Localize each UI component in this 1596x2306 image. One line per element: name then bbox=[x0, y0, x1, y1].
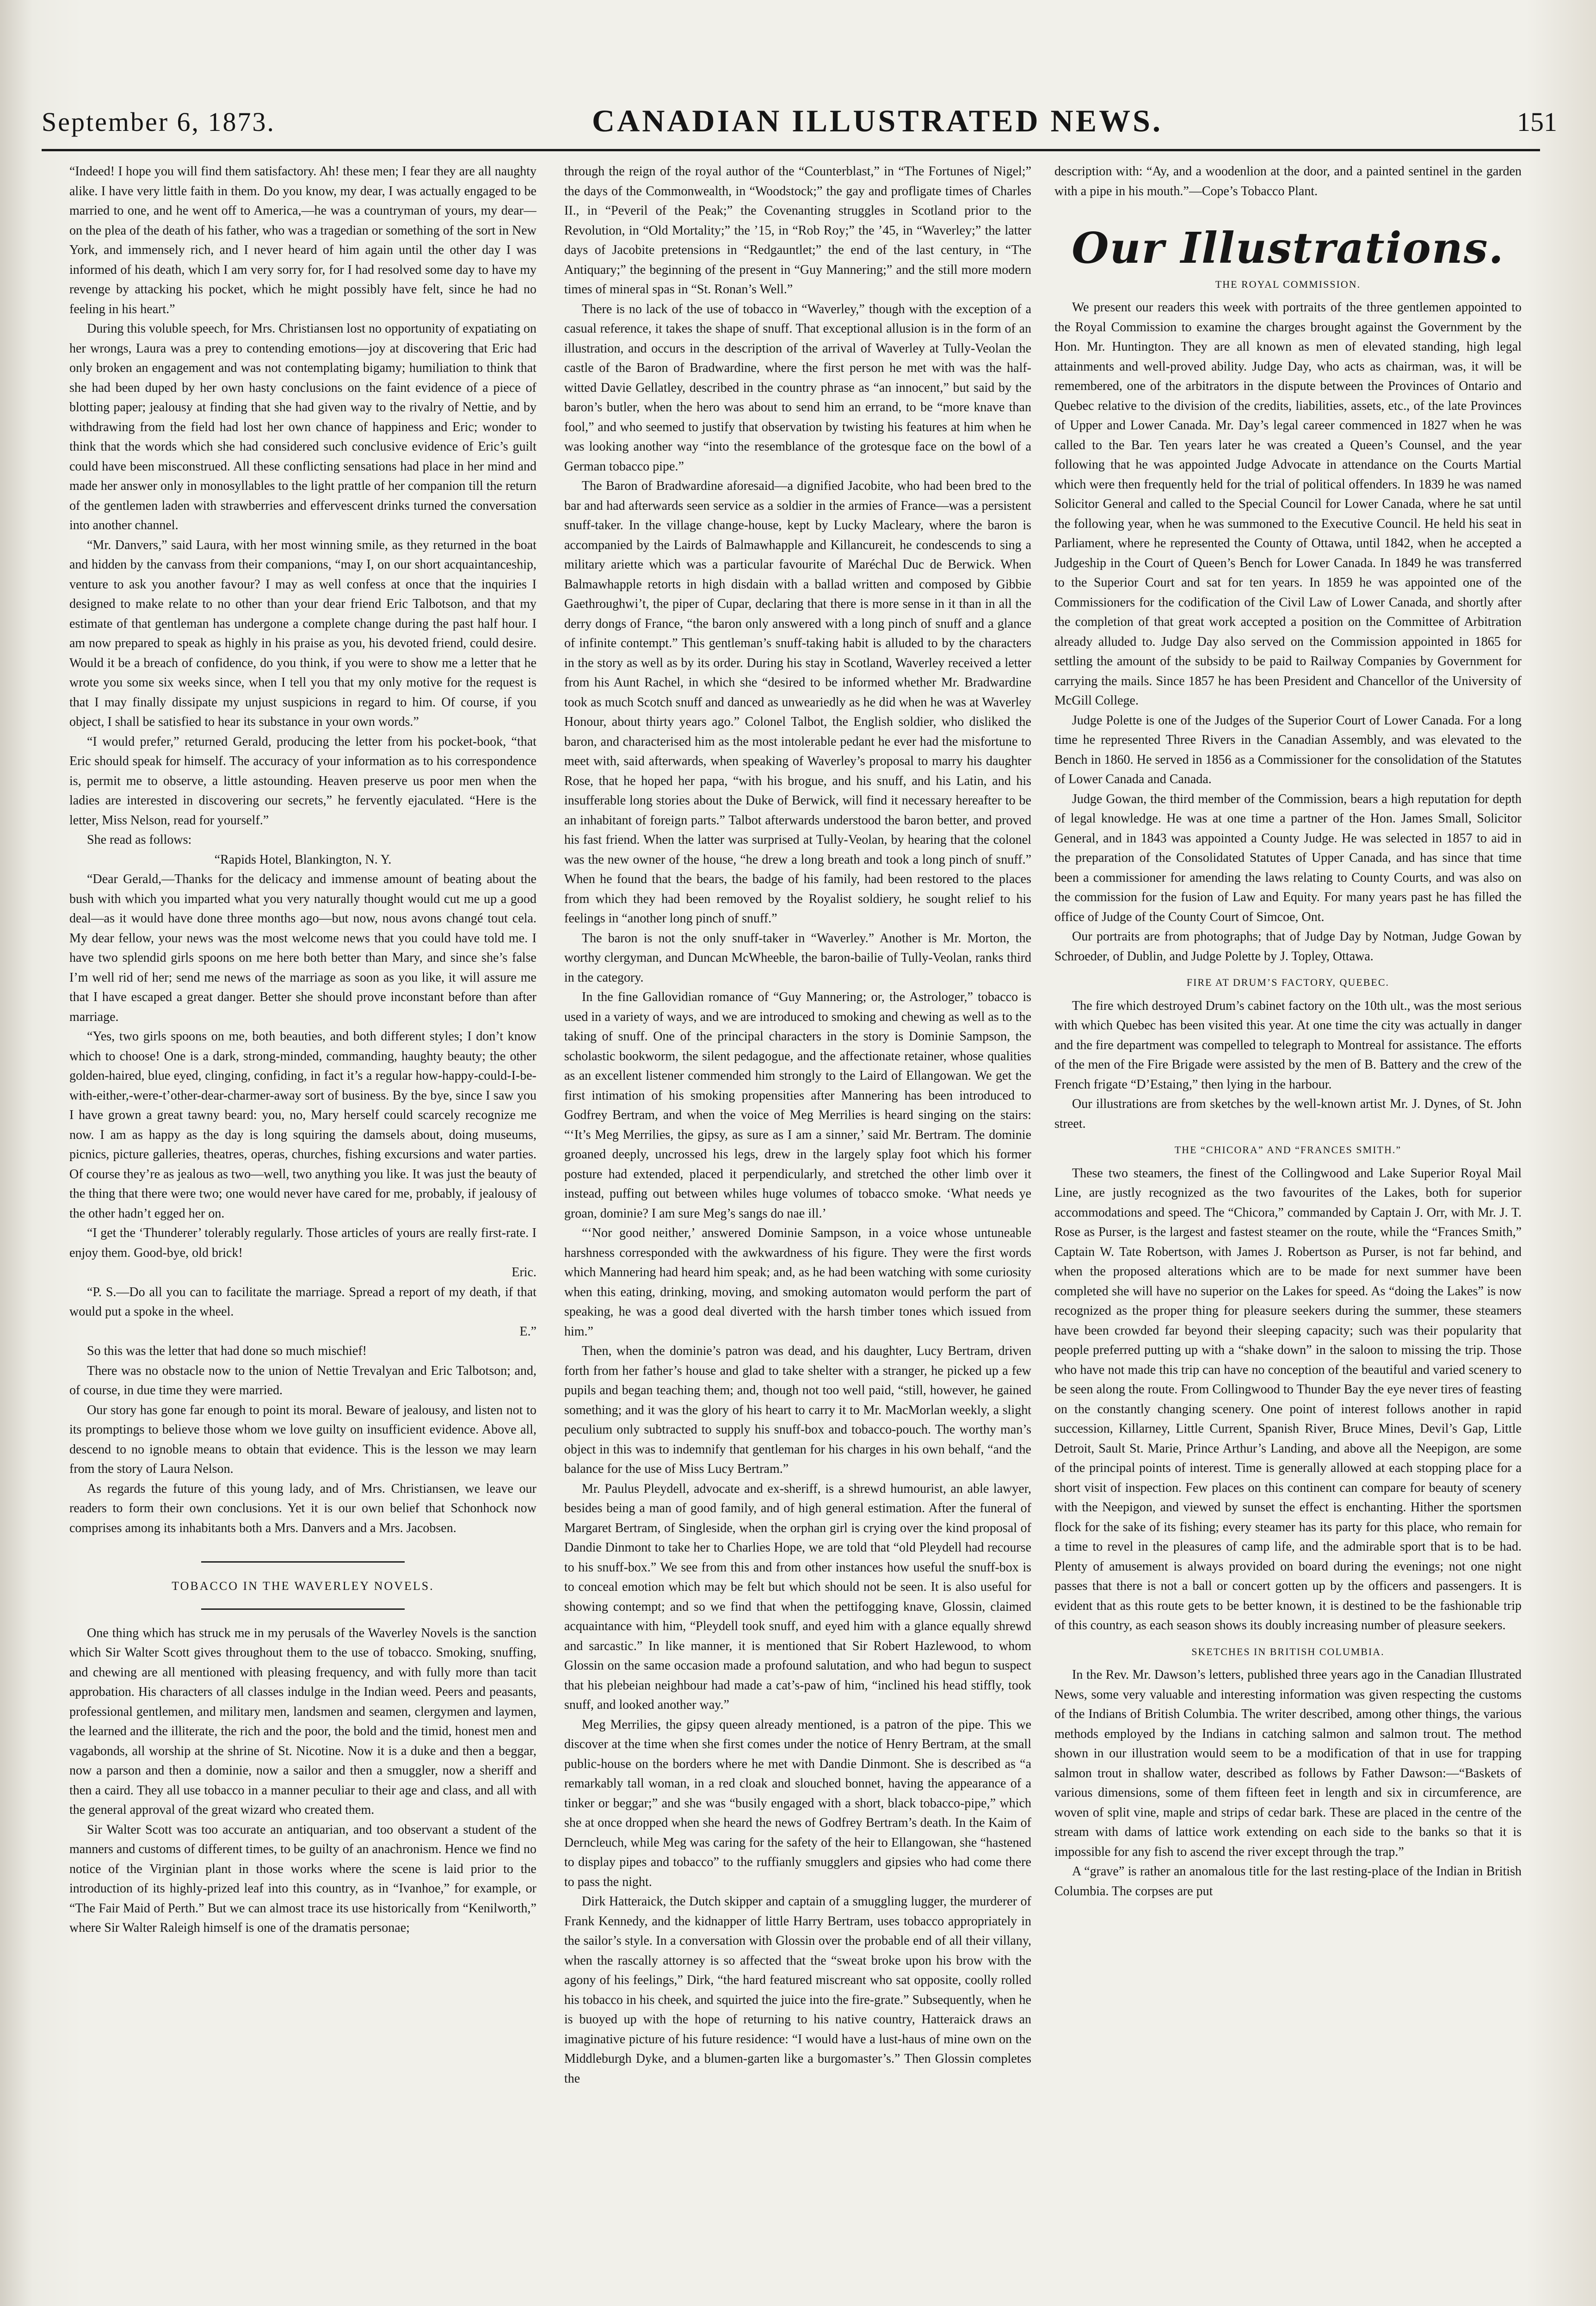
fire-paragraph: Our illustrations are from sketches by the well-known artist Mr. J. Dynes, of St. John street. bbox=[1054, 1097, 1522, 1131]
letter-paragraph: “Dear Gerald,—Thanks for the delicacy and immense amount of beating about the bush with which you imparted what you very naturally thought would cut me up a good deal—as it would have done three months ago—but now, nous avons changé tout cela. My dear fellow, your news was the most welcome news that you could have told me. I have two splendid girls spoons on me here both better than Mary, and since she’s false I’m well rid of her; send me news of the marriage as soon as you like, it will assure me that I have escaped a great danger. Better she should prove inconstant before than after marriage. bbox=[69, 872, 536, 1024]
tobacco-paragraph: The Baron of Bradwardine aforesaid—a dignified Jacobite, who had been bred to the bar and had afterwards seen service as a soldier in the armies of France—was a persistent snuff-taker. In the village change-house, kept by Lucky Macleary, where the baron is accompanied by the Lairds of Balmawhapple and Killancureit, he condescends to sing a military ariette which was a particular favourite of Maréchal Duc de Berwick. When Balmawhapple retorts in high disdain with a ballad written and composed by Gibbie Gaethroughwi’t, the piper of Cupar, declaring that there is more sense in it than in all the derry dongs of France, “the baron only answered with a long pinch of snuff and a glance of infinite contempt.” This gentleman’s snuff-taking habit is alluded to by the characters in the story as well as by its order. During his stay in Scotland, Waverley received a letter from his Aunt Rachel, in which she “desired to be informed whether Mr. Bradwardine took as much Scotch snuff and danced as unweariedly as he did when he was at Waverley Honour, about thirty years ago.” Colonel Talbot, the English soldier, who disliked the baron, and characterised him as the most intolerable pedant he ever had the misfortune to meet with, said afterwards, when speaking of Waverley’s proposal to marry his daughter Rose, that he hoped her papa, “with his brogue, and his snuff, and his Latin, and his insufferable long stories about the Duke of Berwick, will find it necessary hereafter to be an inhabitant of foreign parts.” Talbot afterwards understood the baron better, and proved his fast friend. When the latter was surprised at Tully-Veolan, by hearing that the colonel was the new owner of the house, “he drew a long breath and took a long pinch of snuff.” When he found that the bears, the badge of his family, had been restored to the places from which they had been removed by the Royalist soldiery, he sought relief to his feelings in “another long pinch of snuff.” bbox=[564, 479, 1031, 926]
tobacco-paragraph: The baron is not the only snuff-taker in “Waverley.” Another is Mr. Morton, the worthy clergyman, and Duncan McWheeble, the baron-bailie of Tully-Veolan, ranks third in the category. bbox=[564, 931, 1031, 985]
fire-paragraph: The fire which destroyed Drum’s cabinet factory on the 10th ult., was the most serious with which Quebec has been visited this year. At one time the city was actually in danger and the fire department was compelled to telegraph to Montreal for assistance. The efforts of the men of the Fire Brigade were assisted by the men of B. Battery and the crew of the French frigate “D’Estaing,” then lying in the harbour. bbox=[1054, 998, 1522, 1092]
tobacco-paragraph: Then, when the dominie’s patron was dead, and his daughter, Lucy Bertram, driven forth from her father’s house and glad to take shelter with a stranger, he picked up a few pupils and began teaching them; and, though not too well paid, “still, however, he gained something; and it was the glory of his heart to carry it to Mr. MacMorlan weekly, a slight peculium only subtracted to supply his snuff-box and tobacco-pouch. The worthy man’s object in this was to indemnify that gentleman for his charges in his own behalf, “and the balance for the use of Miss Lucy Bertram.” bbox=[564, 1344, 1031, 1476]
tobacco-paragraph: Meg Merrilies, the gipsy queen already mentioned, is a patron of the pipe. This we discover at the time when she first comes under the notice of Henry Bertram, at the small public-house on the borders where he met with Dandie Dinmont. She is described as “a remarkably tall woman, in a red cloak and slouched bonnet, having the appearance of a tinker or beggar;” and she was “busily engaged with a short, black tobacco-pipe,” which she at once dropped when she heard the news of Godfrey Bertram’s death. In the Kaim of Derncleuch, while Meg was caring for the safety of the heir to Ellangowan, she “hastened to display pipes and tobacco” to the ruffianly smugglers and gipsies who had come there to pass the night. bbox=[564, 1717, 1031, 1889]
publication-title: CANADIAN ILLUSTRATED NEWS. bbox=[592, 103, 1163, 138]
royal-commission-paragraph: We present our readers this week with portraits of the three gentlemen appointed to the Royal Commission to examine the charges brought against the Government by the Hon. Mr. Huntington. They are all known as men of elevated standing, high legal attainments and well-proved ability. Judge Day, who acts as chairman, was, it will be remembered, one of the arbitrators in the dispute between the Provinces of Ontario and Quebec relative to the division of the credits, liabilities, assets, etc., of the late Provinces of Upper and Lower Canada. Mr. Day’s legal career commenced in 1827 when he was called to the Bar. Ten years later he was created a Queen’s Counsel, and the year following that he was appointed Judge Advocate in attendance on the Courts Martial which were then frequently held for the trial of political offenders. In 1839 he was named Solicitor General and called to the Special Council for Lower Canada, where he sat until the following year, when he was summoned to the Executive Council. He held his seat in Parliament, where he represented the County of Ottawa, until 1842, when he accepted a Judgeship in the Court of Queen’s Bench for Lower Canada. In 1849 he was transferred to the Superior Court and sat for ten years. In 1859 he was appointed one of the Commissioners for the codification of the Civil Law of Lower Canada, and shortly after the completion of that great work accepted a position on the Committee of Arbitration already alluded to. Judge Day also served on the Commission appointed in 1865 for settling the amount of the subsidy to be paid to Railway Companies by Government for carrying the mails. Since 1857 he has been President and Chancellor of the University of McGill College. bbox=[1054, 300, 1522, 708]
closing-paragraph: As regards the future of this young lady, and of Mrs. Christiansen, we leave our readers to form their own conclusions. Yet it is our own belief that Schonhock now comprises among its inhabitants both a Mrs. Danvers and a Mrs. Jacobsen. bbox=[69, 1481, 536, 1535]
section-divider bbox=[201, 1561, 405, 1563]
issue-date: September 6, 1873. bbox=[42, 107, 276, 137]
story-paragraph: She read as follows: bbox=[87, 833, 192, 847]
tobacco-paragraph: In the fine Gallovidian romance of “Guy Mannering; or, the Astrologer,” tobacco is used in a variety of ways, and we are introduced to smoking and chewing as well as to the taking of snuff. One of the principal characters in the story is Dominie Sampson, the scholastic bookworm, the silent pedagogue, and the affectionate retainer, whose qualities as an excellent listener commended him strongly to the Laird of Ellangowan. We get the first intimation of his smoking propensities after Mannering has been introduced to Godfrey Bertram, and when the voice of Meg Merrilies is heard singing on the stairs: “‘It’s Meg Merrilies, the gipsy, as sure as I am a sinner,’ said Mr. Bertram. The dominie groaned deeply, uncrossed his legs, drew in the largely splay foot which his former posture had extended, placed it perpendicularly, and stretched the other limb over it instead, puffing out between whiles huge volumes of tobacco smoke. ‘What needs ye groan, dominie? I am sure Meg’s sangs do nae ill.’ bbox=[564, 990, 1031, 1221]
royal-commission-paragraph: Judge Gowan, the third member of the Commission, bears a high reputation for depth of legal knowledge. He was at one time a partner of the Hon. James Small, Solicitor General, and in 1843 was appointed a County Judge. He was selected in 1857 to aid in the preparation of the Consolidated Statutes of Upper Canada, and has since that time been a commissioner for amending the laws relating to County Courts, and was also on the commission for the fusion of Law and Equity. For many years past he has filled the office of Judge of the County Court of Simcoe, Ont. bbox=[1054, 791, 1522, 924]
letter-paragraph: “Yes, two girls spoons on me, both beauties, and both different styles; I don’t know which to choose! One is a dark, strong-minded, commanding, haughty beauty; the other golden-haired, blue eyed, clinging, confiding, in fact it’s a regular how-happy-could-I-be-with-either,-were-t’other-dear-charmer-away sort of business. By the bye, since I saw you I have grown a great tawny beard: you, no, Mary herself could scarcely recognize me now. I am as happy as the day is long squiring the damsels about, doing museums, picnics, picture galleries, theatres, operas, churches, fishing excursions and water parties. Of course they’re as jealous as two—well, two anything you like. It was just the beauty of the thing that there were two; one would never have cared for me, probably, if jealousy of the other hadn’t egged her on. bbox=[69, 1029, 536, 1221]
story-paragraph: “Indeed! I hope you will find them satisfactory. Ah! these men; I fear they are all naughty alike. I have very little faith in them. Do you know, my dear, I was actually engaged to be married to one, and he went off to America,—he was a countryman of yours, my dear—on the plea of the death of his father, who was a tragedian or something of the sort in New York, and immensely rich, and I never heard of him again until the other day I was informed of his death, which I am very sorry for, for I had resolved some day to have my revenge by attacking his pocket, which he might possibly have felt, since he had no feeling in his heart.” bbox=[69, 164, 536, 316]
masthead bbox=[0, 0, 1596, 160]
closing-paragraph: Our story has gone far enough to point its moral. Beware of jealousy, and listen not to its promptings to believe those whom we love guilty on insufficient evidence. Above all, descend to no ignoble means to obtain that evidence. This is the lesson we may learn from the story of Laura Nelson. bbox=[69, 1403, 536, 1476]
story-paragraph: “Mr. Danvers,” said Laura, with her most winning smile, as they returned in the boat and hidden by the canvass from their companions, “may I, on our short acquaintanceship, venture to ask you another favour? I may as well confess at once that the inquiries I designed to make relate to no other than your dear friend Eric Talbotson, and that my estimate of that gentleman has undergone a complete change during the past half hour. I am now prepared to speak as highly in his praise as you, his devoted friend, could desire. Would it be a breach of confidence, do you think, if you were to show me a letter that he wrote you some six weeks since, when I tell you that my only motive for the request is that I may finally dissipate my unjust suspicions in regard to him. Of course, if you object, I shall be satisfied to hear its substance in your own words.” bbox=[69, 538, 536, 729]
tobacco-paragraph: One thing which has struck me in my perusals of the Waverley Novels is the sanction which Sir Walter Scott gives throughout them to the use of tobacco. Smoking, snuffing, and chewing are all mentioned with pleasing frequency, and with fully more than tacit approbation. His characters of all classes indulge in the Indian weed. Peers and peasants, professional gentlemen, and military men, landsmen and seamen, clergymen and laymen, the learned and the illiterate, the rich and the poor, the bold and the timid, honest men and vagabonds, all worship at the shrine of St. Nicotine. Now it is a duke and then a beggar, now a parson and then a dominie, now a sailor and then a smuggler, now a sheriff and then a caird. They all use tobacco in a manner peculiar to their age and class, and all with the general approval of the great wizard who created them. bbox=[69, 1626, 536, 1817]
british-columbia-paragraph: A “grave” is rather an anomalous title for the last resting-place of the Indian in British Columbia. The corpses are put bbox=[1054, 1864, 1522, 1898]
british-columbia-heading: SKETCHES IN BRITISH COLUMBIA. bbox=[1191, 1645, 1385, 1657]
page-number: 151 bbox=[1517, 107, 1557, 137]
column-3 bbox=[1054, 162, 1522, 2271]
tobacco-article-ending: description with: “Ay, and a woodenlion at the door, and a painted sentinel in the garden with a pipe in his mouth.”—Cope’s Tobacco Plant. bbox=[1054, 164, 1522, 198]
postscript-signature: E.” bbox=[519, 1324, 536, 1339]
heading-rule bbox=[201, 1608, 405, 1610]
royal-commission-heading: THE ROYAL COMMISSION. bbox=[1215, 278, 1361, 290]
british-columbia-paragraph: In the Rev. Mr. Dawson’s letters, published three years ago in the Canadian Illustrated News, some very valuable and interesting information was given respecting the customs of the Indians of British Columbia. The writer described, among other things, the various methods employed by the Indians in catching salmon and salmon trout. The method shown in our illustration would seem to be a modification of that in use for trapping salmon trout in shallow water, described as follows by Father Dawson:—“Baskets of various dimensions, some of them fifteen feet in length and six in circumference, are woven of split vine, maple and strips of cedar bark. These are placed in the centre of the stream with dams of lattice work extending on each side to the banks so that it is impossible for any fish to ascend the river except through the trap.” bbox=[1054, 1668, 1522, 1859]
tobacco-paragraph: There is no lack of the use of tobacco in “Waverley,” though with the exception of a casual reference, it takes the shape of snuff. That exceptional allusion is in the form of an illustration, and occurs in the description of the arrival of Waverley at Tully-Veolan the castle of the Baron of Bradwardine, where the first person he met with was the half-witted Davie Gellatley, described in the country phrase as “an innocent,” but said by the baron’s butler, when the hero was about to send him an errand, to be “more knave than fool,” and who seemed to justify that observation by twisting his features at him when he was looking another way “into the resemblance of the grotesque face on the bowl of a German tobacco pipe.” bbox=[564, 302, 1031, 474]
letter-paragraph: “I get the ‘Thunderer’ tolerably regularly. Those articles of yours are really first-rate. I enjoy them. Good-bye, old brick! bbox=[69, 1226, 536, 1260]
steamers-paragraph: These two steamers, the finest of the Collingwood and Lake Superior Royal Mail Line, are justly recognized as the two favourites of the Lakes, both for superior accommodations and speed. The “Chicora,” commanded by Captain J. Orr, with Mr. J. T. Rose as Purser, is the largest and fastest steamer on the route, while the “Frances Smith,” Captain W. Tate Robertson, with James J. Robertson as Purser, is not far behind, and when the proposed alterations which are to be made for next summer have been completed she will have no superior on the Lakes for speed. As “doing the Lakes” is now recognized as the proper thing for pleasure seekers during the summer, these steamers have been crowded far beyond their sleeping capacity; such was their popularity that people preferred putting up with a “shake down” in the saloon to missing the trip. Those who have not made this trip can have no conception of the beautiful and varied scenery to be seen along the route. From Collingwood to Thunder Bay the eye never tires of feasting on the constantly changing scenery. One point of interest follows another in rapid succession, Killarney, Little Current, Spanish River, Bruce Mines, Devil’s Gap, Little Detroit, Sault St. Marie, Prince Arthur’s Landing, and above all the Neepigon, are some of the principal points of interest. Time is generally allowed at each stopping place for a short visit of inspection. Few places on this continent can compare for beauty of scenery with the Neepigon, and viewed by sunset the effect is enchanting. Hither the sportsmen flock for the sake of its fishing; every steamer has its party for this place, who remain for a time to revel in the pleasures of camp life, and the admirable sport that is to be had. Plenty of amusement is always provided on board during the evenings; not one night passes that there is not a ball or concert gotten up by the officers and passengers. It is evident that as this route gets to be better known, it is destined to be the fashionable trip of this country, as each season shows its doubly increasing number of pleasure seekers. bbox=[1054, 1166, 1522, 1632]
tobacco-paragraph: Sir Walter Scott was too accurate an antiquarian, and too observant a student of the manners and customs of different times, to be guilty of an anachronism. Hence we find no notice of the Virginian plant in those works where the scene is laid prior to the introduction of its highly-prized leaf into this country, as in “Ivanhoe,” for example, or “The Fair Maid of Perth.” But we can almost trace its use historically from “Kenilworth,” where Sir Walter Raleigh himself is one of the dramatis personae; bbox=[69, 1822, 536, 1935]
royal-commission-paragraph: Our portraits are from photographs; that of Judge Day by Notman, Judge Gowan by Schroeder, of Dublin, and Judge Polette by J. Topley, Ottawa. bbox=[1054, 929, 1522, 964]
story-paragraph: During this voluble speech, for Mrs. Christiansen lost no opportunity of expatiating on her wrongs, Laura was a prey to contending emotions—joy at discovering that Eric had only broken an engagement and was not contemplating bigamy; humiliation to think that she had been duped by her own hasty conclusions on the faint evidence of a piece of blotting paper; jealousy at finding that she had given way to the rivalry of Nettie, and by withdrawing from the field had lost her own chance of happiness and Eric; wonder to think that the words which she had considered such conclusive evidence of Eric’s guilt could have been misconstrued. All these conflicting sensations had place in her mind and made her answer only in monosyllables to the light prattle of her companion till the return of the gentlemen laden with strawberries and effervescent drinks turned the conversation into another channel. bbox=[69, 321, 536, 532]
letter-address: “Rapids Hotel, Blankington, N. Y. bbox=[214, 852, 392, 867]
column-1 bbox=[69, 162, 536, 2271]
royal-commission-paragraph: Judge Polette is one of the Judges of the Superior Court of Lower Canada. For a long time he represented Three Rivers in the Canadian Assembly, and was elevated to the Bench in 1860. He served in 1856 as a Commissioner for the consolidation of the Statutes of Lower Canada and Canada. bbox=[1054, 713, 1522, 786]
tobacco-paragraph: Mr. Paulus Pleydell, advocate and ex-sheriff, is a shrewd humourist, an able lawyer, besides being a man of good family, and of high general estimation. After the funeral of Margaret Bertram, of Singleside, when the orphan girl is crying over the kind proposal of Dandie Dinmont to take her to Charlies Hope, we are told that “old Pleydell had recourse to his snuff-box.” We see from this and from other instances how useful the snuff-box is to conceal emotion which may be felt but which should not be seen. It is also useful for showing contempt; and so we find that when the pettifogging knave, Glossin, claimed acquaintance with him, “Pleydell took snuff, and eyed him with a glance equally shrewd and sarcastic.” In like manner, it is mentioned that Sir Robert Hazlewood, to whom Glossin on the same occasion made a profound salutation, and who had begun to suspect that his plebeian neighbour had made a cat’s-paw of him, “inclined his head stiffly, took snuff, and looked another way.” bbox=[564, 1481, 1031, 1712]
tobacco-paragraph: “‘Nor good neither,’ answered Dominie Sampson, in a voice whose untuneable harshness corresponded with the awkwardness of his figure. They were the first words which Mannering had heard him speak; and, as he had been watching with some curiosity when this eating, drinking, moving, and smoking automaton would perform the part of speaking, he was a good deal diverted with the harsh timber tones which issued from him.” bbox=[564, 1226, 1031, 1339]
masthead-rule bbox=[42, 149, 1540, 151]
story-paragraph: “I would prefer,” returned Gerald, producing the letter from his pocket-book, “that Eric should speak for himself. The accuracy of your information as to his correspondence is, permit me to observe, a little astounding. Heaven preserve us poor men when the ladies are interested in discovering our secrets,” he fervently ejaculated. “Here is the letter, Miss Nelson, read for yourself.” bbox=[69, 734, 536, 828]
column-2 bbox=[564, 162, 1031, 2271]
tobacco-paragraph: Dirk Hatteraick, the Dutch skipper and captain of a smuggling lugger, the murderer of Frank Kennedy, and the kidnapper of little Harry Bertram, uses tobacco appropriately in the sailor’s style. In a conversation with Glossin over the probable end of all their villany, when the rascally attorney is so affected that the “sweat broke upon his brow with the agony of his feelings,” Dirk, “the hard featured miscreant who sat opposite, coolly rolled his tobacco in his cheek, and squirted the juice into the fire-grate.” Subsequently, when he is buoyed up with the hope of returning to his native country, Hatteraick draws an imaginative picture of his future residence: “I would have a lust-haus of mine own on the Middleburgh Dyke, and a blumen-garten like a burgomaster’s.” Then Glossin completes the bbox=[564, 1894, 1031, 2086]
letter-signature: Eric. bbox=[511, 1265, 536, 1280]
section-title: Our Illustrations. bbox=[1072, 223, 1504, 273]
tobacco-article-heading: TOBACCO IN THE WAVERLEY NOVELS. bbox=[172, 1579, 434, 1593]
steamers-heading: THE “CHICORA” AND “FRANCES SMITH.” bbox=[1174, 1144, 1402, 1156]
closing-paragraph: So this was the letter that had done so much mischief! bbox=[87, 1344, 367, 1358]
closing-paragraph: There was no obstacle now to the union of Nettie Trevalyan and Eric Talbotson; and, of course, in due time they were married. bbox=[69, 1363, 536, 1397]
postscript: “P. S.—Do all you can to facilitate the marriage. Spread a report of my death, if that would put a spoke in the wheel. bbox=[69, 1285, 536, 1319]
fire-heading: FIRE AT DRUM’S FACTORY, QUEBEC. bbox=[1186, 977, 1390, 988]
tobacco-paragraph: through the reign of the royal author of the “Counterblast,” in “The Fortunes of Nigel;” the days of the Commonwealth, in “Woodstock;” the gay and profligate times of Charles II., in “Peveril of the Peak;” the Covenanting struggles in Scotland prior to the Revolution, in “Old Mortality;” the ’15, in “Rob Roy;” the ’45, in “Waverley;” the latter days of Jacobite pretensions in “Redgauntlet;” the end of the last century, in “The Antiquary;” the beginning of the present in “Guy Mannering;” and the still more modern times of mineral spas in “St. Ronan’s Well.” bbox=[564, 164, 1031, 297]
